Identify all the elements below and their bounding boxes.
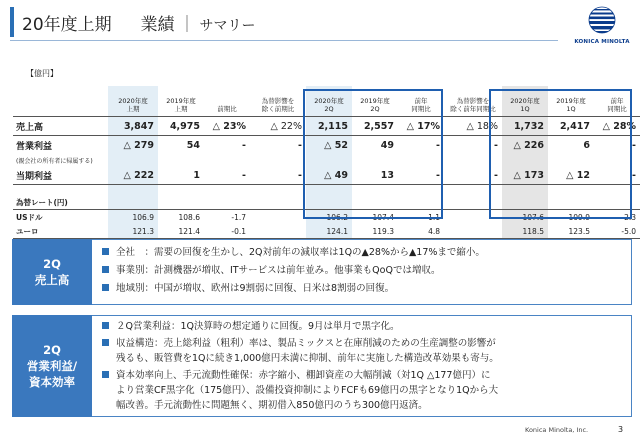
header-divider bbox=[10, 40, 558, 41]
label-line: 資本効率 bbox=[28, 375, 75, 389]
row-note: (親会社の所有者に帰属する) bbox=[16, 157, 93, 165]
row-label: 営業利益 bbox=[16, 141, 53, 152]
col-header: 2020年度 1Q bbox=[502, 86, 548, 117]
bullet-square-icon bbox=[102, 248, 109, 255]
section-profit-label bbox=[12, 315, 92, 417]
table-cell: - bbox=[242, 139, 246, 151]
table-cell: 119.3 bbox=[352, 224, 398, 239]
table-row-usd bbox=[13, 210, 640, 225]
table-cell: 1 bbox=[158, 166, 204, 185]
section-sales-label bbox=[12, 239, 92, 305]
table-cell bbox=[250, 224, 306, 239]
title-accent-bar bbox=[10, 7, 14, 37]
page-title bbox=[22, 10, 255, 35]
row-label: 為替レート(円) bbox=[13, 195, 108, 210]
table-cell: 49 bbox=[380, 139, 394, 151]
table-cell: 2,115 bbox=[306, 117, 352, 136]
bullet-item: 地域別：中国が増収、欧州は9割弱に回復、日米は8割弱の回復。 bbox=[102, 281, 485, 296]
table-cell: 107.4 bbox=[372, 212, 394, 222]
col-header: 前年 同期比 bbox=[594, 86, 640, 117]
table-cell: △ 17% bbox=[398, 117, 444, 136]
bullet-square-icon bbox=[102, 266, 109, 273]
results-table bbox=[13, 86, 640, 239]
table-cell: 1,732 bbox=[502, 117, 548, 136]
col-header: 2019年度 上期 bbox=[158, 86, 204, 117]
table-cell: 13 bbox=[352, 166, 398, 185]
bullet-item: 資本効率向上、手元流動性確保：赤字縮小、棚卸資産の大幅削減（対1Q △177億円）に より営業CF黒字化（175億円）、設備投資抑制によりFCFも69億円の黒字となり1Qから大 幅改善。手元流動性に問題無く、期初借入850億円のうち300億円返済。 bbox=[102, 368, 499, 413]
label-line: 営業利益/ bbox=[26, 359, 78, 373]
row-label: 当期利益 bbox=[13, 166, 108, 185]
bullet-item: ２Q営業利益：1Q決算時の想定通りに回復。9月は単月で黒字化。 bbox=[102, 319, 499, 334]
table-header-row bbox=[13, 86, 640, 117]
table-cell: △ 222 bbox=[108, 166, 158, 185]
table-row-fx-header bbox=[13, 195, 640, 210]
table-cell: 3,847 bbox=[108, 117, 158, 136]
title-main: 20年度上期 bbox=[22, 15, 112, 35]
table-row-op-profit bbox=[13, 136, 640, 155]
title-sub1: 業績 bbox=[140, 15, 175, 35]
table-row-parent-note bbox=[13, 154, 640, 166]
table-cell bbox=[444, 210, 502, 225]
table-cell: △ 279 bbox=[108, 136, 158, 155]
col-header: 2019年度 2Q bbox=[352, 86, 398, 117]
col-header: 為替影響を 除く前年同期比 bbox=[444, 86, 502, 117]
table-cell: - bbox=[398, 166, 444, 185]
bullet-item: 収益構造：売上総利益（粗利）率は、製品ミックスと在庫削減のための生産調整の影響が 残るも、販管費を1Qに続き1,000億円未満に抑制、前年に実施した構造改革効果も寄与。 bbox=[102, 336, 499, 366]
col-header: 2020年度 上期 bbox=[108, 86, 158, 117]
table-row-eur bbox=[13, 224, 640, 239]
label-line: 2Q bbox=[43, 257, 61, 271]
table-cell: △ 22% bbox=[250, 117, 306, 136]
bullet-square-icon bbox=[102, 322, 109, 329]
col-header: 前年 同期比 bbox=[398, 86, 444, 117]
table-cell: 118.5 bbox=[502, 224, 548, 239]
table-cell: 106.2 bbox=[306, 210, 352, 225]
table-cell: -1.7 bbox=[231, 212, 246, 222]
unit-label: 【億円】 bbox=[26, 69, 58, 78]
table-cell: - bbox=[298, 139, 302, 151]
row-label: 売上高 bbox=[13, 117, 108, 136]
table-cell: - bbox=[444, 166, 502, 185]
label-line: 2Q bbox=[43, 343, 61, 357]
table-cell: 109.9 bbox=[568, 212, 590, 222]
table-cell: 106.9 bbox=[108, 210, 158, 225]
table-cell: △ 49 bbox=[306, 166, 352, 185]
table-cell: 124.1 bbox=[306, 224, 352, 239]
table-cell: - bbox=[436, 139, 440, 151]
table-cell: -2.3 bbox=[621, 212, 636, 222]
table-cell: △ 23% bbox=[204, 117, 250, 136]
table-cell bbox=[250, 210, 306, 225]
table-cell: -1.1 bbox=[425, 212, 440, 222]
company-logo bbox=[571, 5, 633, 45]
table-cell: △ 18% bbox=[444, 117, 502, 136]
table-cell: 121.3 bbox=[108, 224, 158, 239]
bullet-square-icon bbox=[102, 284, 109, 291]
bullet-square-icon bbox=[102, 371, 109, 378]
col-header: 2020年度 2Q bbox=[306, 86, 352, 117]
page-number: 3 bbox=[618, 425, 624, 434]
bullet-item: 全社 ：需要の回復を生かし、2Q対前年の減収率は1Qの▲28%から▲17%まで縮小。 bbox=[102, 245, 485, 260]
logo-text: KONICA MINOLTA bbox=[574, 39, 630, 45]
bullet-item: 事業別：計測機器が増収、ITサービスは前年並み。他事業もQoQでは増収。 bbox=[102, 263, 485, 278]
table-cell: 6 bbox=[583, 139, 590, 151]
table-cell: △ 12 bbox=[548, 166, 594, 185]
table-cell: 123.5 bbox=[548, 224, 594, 239]
section-profit-bullets bbox=[102, 319, 499, 413]
bullet-square-icon bbox=[102, 339, 109, 346]
col-header: 為替影響を 除く前期比 bbox=[250, 86, 306, 117]
title-sub2: サマリー bbox=[199, 18, 256, 34]
table-cell: - bbox=[204, 166, 250, 185]
table-row-sales bbox=[13, 117, 640, 136]
table-cell: △ 28% bbox=[594, 117, 640, 136]
col-header: 2019年度 1Q bbox=[548, 86, 594, 117]
table-cell: 108.6 bbox=[178, 212, 200, 222]
table-cell: △ 52 bbox=[306, 136, 352, 155]
title-separator: ｜ bbox=[178, 15, 196, 35]
table-cell: △ 173 bbox=[502, 166, 548, 185]
table-cell: 54 bbox=[186, 139, 200, 151]
row-label: ユーロ bbox=[13, 224, 108, 239]
table-cell: -5.0 bbox=[594, 224, 640, 239]
table-cell: - bbox=[250, 166, 306, 185]
table-cell: -0.1 bbox=[204, 224, 250, 239]
table-cell: - bbox=[494, 139, 498, 151]
table-cell: 2,557 bbox=[352, 117, 398, 136]
table-cell bbox=[444, 224, 502, 239]
table-cell: 4.8 bbox=[398, 224, 444, 239]
row-label: USドル bbox=[16, 212, 43, 222]
table-row-net-profit bbox=[13, 166, 640, 185]
table-cell: 4,975 bbox=[158, 117, 204, 136]
col-header: 前期比 bbox=[204, 86, 250, 117]
table-cell: 2,417 bbox=[548, 117, 594, 136]
table-cell: - bbox=[632, 139, 636, 151]
table-cell: - bbox=[594, 166, 640, 185]
table-cell: 121.4 bbox=[158, 224, 204, 239]
footer-company: Konica Minolta, Inc. bbox=[525, 426, 589, 434]
table-cell: △ 226 bbox=[502, 136, 548, 155]
table-cell: 107.6 bbox=[502, 210, 548, 225]
label-line: 売上高 bbox=[34, 273, 70, 287]
section-sales-bullets bbox=[102, 245, 485, 296]
logo-globe-icon bbox=[587, 5, 617, 35]
